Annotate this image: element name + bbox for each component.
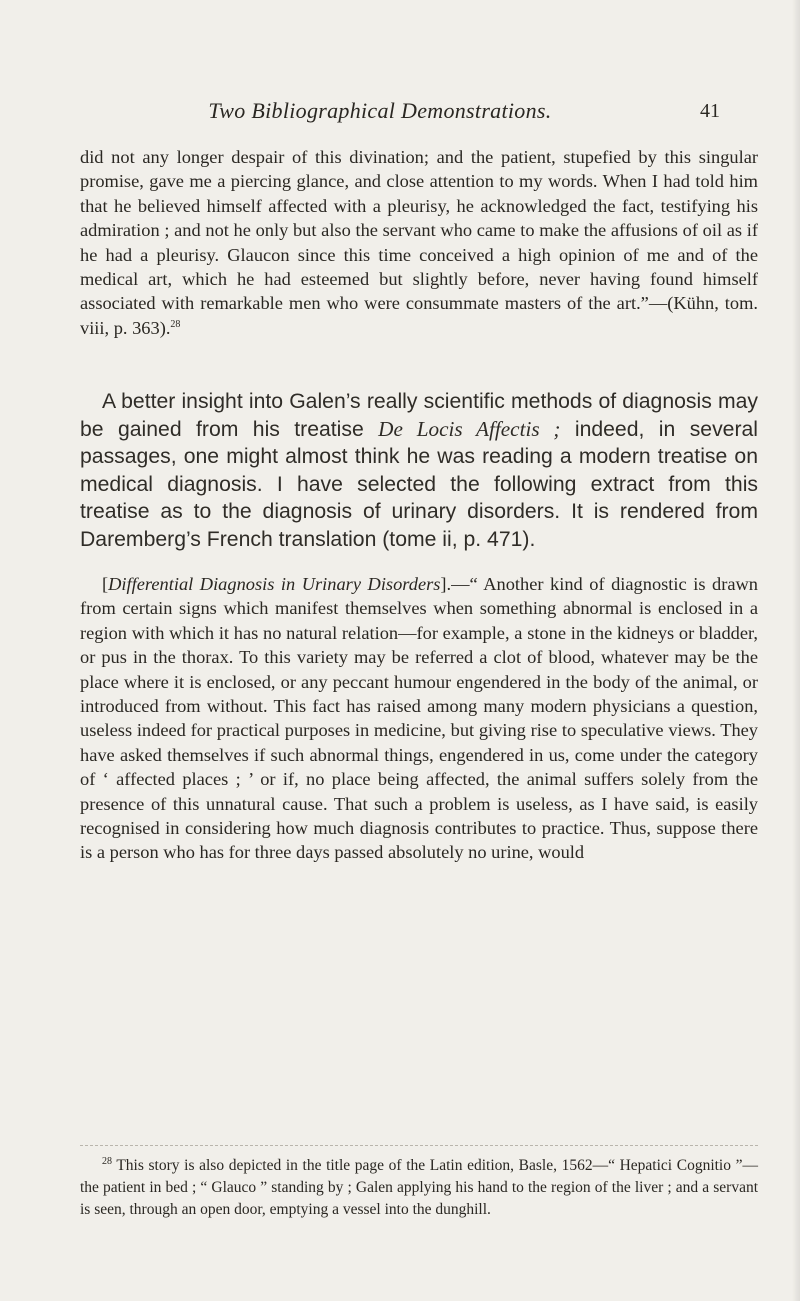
paragraph-differential-diagnosis <box>80 572 758 865</box>
footnote <box>80 1155 758 1221</box>
footnote-marker: 28 <box>102 1155 112 1167</box>
treatise-title: De Locis Affectis ; <box>378 416 561 441</box>
running-title: Two Bibliographical Demonstrations. <box>208 98 552 123</box>
paragraph-insight <box>80 388 758 554</box>
paragraph-continuation <box>80 145 758 340</box>
section-heading: Differential Diagnosis in Urinary Disorders <box>108 574 441 594</box>
footnote-reference: 28 <box>170 318 181 330</box>
paragraph-text-part: A better insight into Galen’s really scientific methods of diagnosis may be gained from his treatise <box>80 390 758 441</box>
page-edge-shadow <box>792 0 800 1301</box>
bracket-close: ]. <box>440 574 452 594</box>
paragraph-text-part: indeed, in several passages, one might almost think he was reading a modern treatise on medical diagnosis. I have selected the following extract from this treatise as to the diagnosis of urinary disorders. It is rendered from Daremberg’s French translation (tome ii, p. 471). <box>80 417 758 551</box>
page-number: 41 <box>700 100 720 122</box>
footnote-text: This story is also depicted in the title page of the Latin edition, Basle, 1562—“ Hepatici Cognitio ”—the patient in bed ; “ Glauco ” standing by ; Galen applying his hand to the region of the liver ; and a servant is seen, through an open door, emptying a vessel into the dunghill. <box>80 1157 758 1218</box>
paragraph-text: did not any longer despair of this divination; and the patient, stupefied by this singular promise, gave me a piercing glance, and close attention to my words. When I had told him that he believed himself affected with a pleurisy, he acknowledged the fact, testifying his admiration ; and not he only but also the servant who came to make the affusions of oil as if he had a pleurisy. Glaucon since this time conceived a high opinion of me and of the medical art, which he had esteemed but slightly before, never having found himself associated with remarkable men who were consummate masters of the art.”—(Kühn, tom. viii, p. 363). <box>80 147 758 338</box>
footnote-divider <box>80 1145 758 1146</box>
page-header <box>0 98 800 138</box>
bracket-open: [ <box>102 574 109 594</box>
paragraph-text: —“ Another kind of diagnostic is drawn from certain signs which manifest themselves when something abnormal is enclosed in a region with which it has no natural relation—for example, a stone in the kidneys or bladder, or pus in the thorax. To this variety may be referred a clot of blood, whatever may be the place where it is enclosed, or any peccant humour engendered in the body of the animal, or introduced from without. This fact has raised among many modern physicians a question, useless indeed for practical purposes in medicine, but giving rise to speculative views. They have asked themselves if such abnormal things, engendered in us, come under the category of ‘ affected places ; ’ or if, no place being affected, the animal suffers solely from the presence of this unnatural cause. That such a problem is useless, as I have said, is easily recognised in considering how much diagnosis contributes to practice. Thus, suppose there is a person who has for three days passed absolutely no urine, would <box>80 574 758 863</box>
